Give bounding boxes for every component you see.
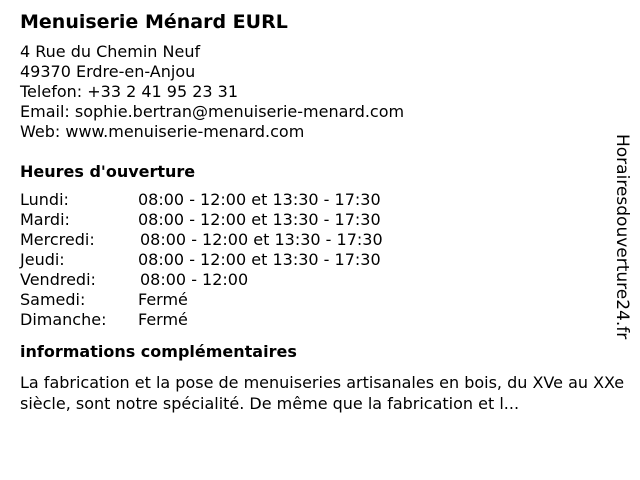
business-name: Menuiserie Ménard EURL: [20, 11, 288, 33]
hours-value: 08:00 - 12:00 et 13:30 - 17:30: [140, 230, 383, 249]
day-label: Samedi:: [20, 290, 86, 309]
additional-info-text: La fabrication et la pose de menuiseries artisanales en bois, du XVe au XXe siècle, sont notre spécialité. De même que la fabrication et l...: [20, 373, 625, 413]
additional-info-title: informations complémentaires: [20, 342, 297, 361]
hours-row: [20, 210, 610, 230]
opening-hours-title: Heures d'ouverture: [20, 162, 196, 181]
hours-row: [20, 270, 610, 290]
site-watermark: Horairesdouverture24.fr: [612, 134, 632, 340]
web-line: Web: www.menuiserie-menard.com: [20, 122, 305, 141]
address-line-2: 49370 Erdre-en-Anjou: [20, 62, 196, 81]
day-label: Vendredi:: [20, 270, 96, 289]
phone-line: Telefon: +33 2 41 95 23 31: [20, 82, 239, 101]
day-label: Mardi:: [20, 210, 70, 229]
day-label: Mercredi:: [20, 230, 95, 249]
hours-row: [20, 230, 610, 250]
hours-value: 08:00 - 12:00 et 13:30 - 17:30: [138, 190, 381, 209]
hours-row: [20, 310, 610, 330]
hours-row: [20, 250, 610, 270]
hours-row: [20, 290, 610, 310]
hours-value: Fermé: [138, 310, 188, 329]
address-line-1: 4 Rue du Chemin Neuf: [20, 42, 201, 61]
day-label: Dimanche:: [20, 310, 107, 329]
hours-row: [20, 190, 610, 210]
hours-value: Fermé: [138, 290, 188, 309]
hours-value: 08:00 - 12:00 et 13:30 - 17:30: [138, 210, 381, 229]
hours-value: 08:00 - 12:00 et 13:30 - 17:30: [138, 250, 381, 269]
email-line: Email: sophie.bertran@menuiserie-menard.com: [20, 102, 405, 121]
hours-value: 08:00 - 12:00: [140, 270, 249, 289]
day-label: Jeudi:: [20, 250, 65, 269]
day-label: Lundi:: [20, 190, 69, 209]
